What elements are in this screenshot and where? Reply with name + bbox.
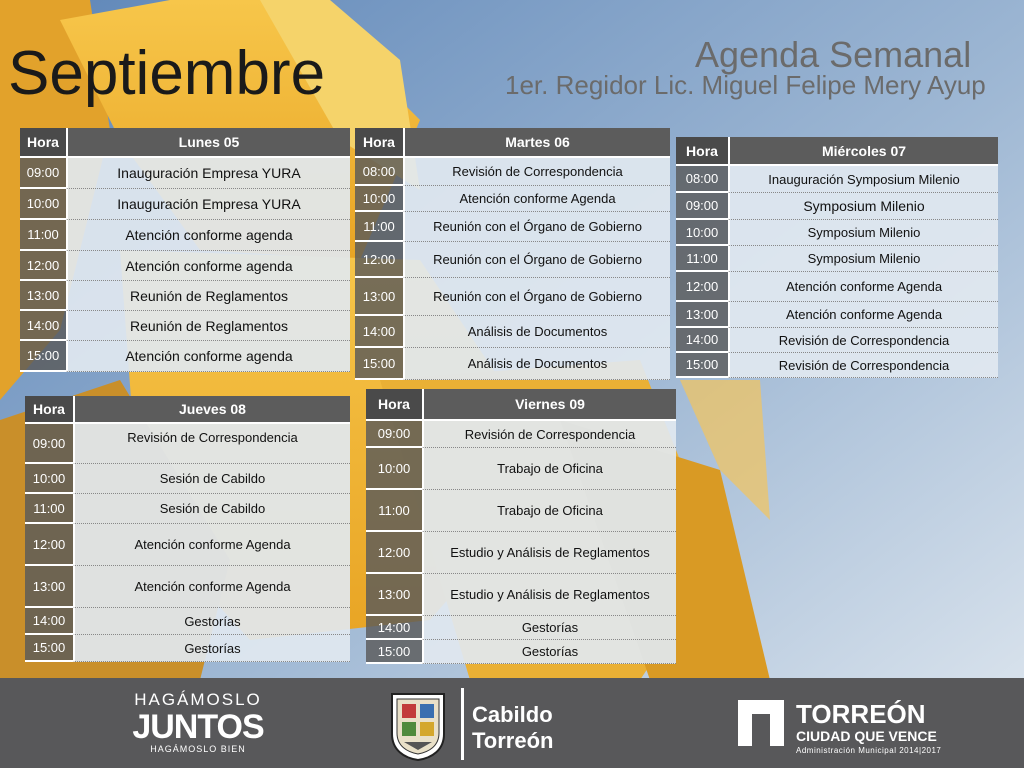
torreon-name: TORREÓN — [796, 699, 926, 729]
hagamoslo-juntos-logo — [118, 690, 278, 760]
hora-header: Hora — [20, 128, 66, 158]
time-cell: 12:00 — [355, 242, 403, 278]
time-cell: 15:00 — [676, 353, 728, 378]
time-cell: 15:00 — [366, 640, 422, 664]
activity-cell: Atención conforme Agenda — [728, 302, 998, 328]
hora-header: Hora — [355, 128, 403, 158]
municipal-seal-icon — [388, 690, 448, 762]
activity-cell: Revisión de Correspondencia — [403, 158, 670, 186]
time-cell: 09:00 — [25, 424, 73, 464]
activity-cell: Gestorías — [73, 608, 350, 635]
activity-cell: Revisión de Correspondencia — [73, 424, 350, 464]
activity-cell: Gestorías — [422, 616, 676, 640]
activity-cell: Inauguración Empresa YURA — [66, 158, 350, 189]
cabildo-torreon-logo — [472, 702, 553, 754]
time-cell: 12:00 — [25, 524, 73, 566]
time-cell: 10:00 — [20, 189, 66, 220]
activity-cell: Análisis de Documentos — [403, 316, 670, 348]
day-header: Lunes 05 — [66, 128, 350, 158]
schedule-viernes — [366, 389, 676, 664]
schedule-martes — [355, 128, 670, 380]
activity-cell: Estudio y Análisis de Reglamentos — [422, 574, 676, 616]
time-cell: 14:00 — [25, 608, 73, 635]
day-header: Jueves 08 — [73, 396, 350, 424]
time-cell: 12:00 — [366, 532, 422, 574]
cabildo-line1: Cabildo — [472, 702, 553, 727]
time-cell: 12:00 — [20, 251, 66, 281]
logo-top-text: HAGÁMOSLO — [134, 690, 262, 709]
time-cell: 11:00 — [25, 494, 73, 524]
activity-cell: Symposium Milenio — [728, 246, 998, 272]
day-header: Martes 06 — [403, 128, 670, 158]
activity-cell: Atención conforme agenda — [66, 251, 350, 281]
torreon-admin: Administración Municipal 2014|2017 — [796, 746, 942, 755]
schedule-lunes — [20, 128, 350, 372]
time-cell: 09:00 — [366, 421, 422, 448]
activity-cell: Reunión con el Órgano de Gobierno — [403, 278, 670, 316]
time-cell: 11:00 — [355, 212, 403, 242]
time-cell: 13:00 — [676, 302, 728, 328]
activity-cell: Revisión de Correspondencia — [422, 421, 676, 448]
time-cell: 14:00 — [20, 311, 66, 341]
month-title: Septiembre — [8, 39, 326, 108]
schedule-miercoles — [676, 137, 998, 378]
time-cell: 12:00 — [676, 272, 728, 302]
activity-cell: Atención conforme agenda — [66, 341, 350, 372]
torreon-logo — [796, 700, 941, 758]
time-cell: 09:00 — [676, 193, 728, 220]
activity-cell: Symposium Milenio — [728, 193, 998, 220]
time-cell: 08:00 — [676, 166, 728, 193]
time-cell: 13:00 — [366, 574, 422, 616]
activity-cell: Estudio y Análisis de Reglamentos — [422, 532, 676, 574]
regidor-subtitle: 1er. Regidor Lic. Miguel Felipe Mery Ayup — [505, 70, 986, 100]
schedule-jueves — [25, 396, 350, 662]
activity-cell: Sesión de Cabildo — [73, 494, 350, 524]
time-cell: 14:00 — [355, 316, 403, 348]
cabildo-line2: Torreón — [472, 728, 554, 753]
hora-header: Hora — [25, 396, 73, 424]
activity-cell: Revisión de Correspondencia — [728, 353, 998, 378]
time-cell: 13:00 — [25, 566, 73, 608]
activity-cell: Gestorías — [422, 640, 676, 664]
activity-cell: Revisión de Correspondencia — [728, 328, 998, 353]
time-cell: 08:00 — [355, 158, 403, 186]
activity-cell: Trabajo de Oficina — [422, 448, 676, 490]
activity-cell: Atención conforme Agenda — [73, 524, 350, 566]
day-header: Miércoles 07 — [728, 137, 998, 166]
time-cell: 10:00 — [355, 186, 403, 212]
activity-cell: Trabajo de Oficina — [422, 490, 676, 532]
day-header: Viernes 09 — [422, 389, 676, 421]
torreon-mark-icon — [738, 700, 784, 746]
time-cell: 14:00 — [676, 328, 728, 353]
torreon-slogan: CIUDAD QUE VENCE — [796, 728, 937, 744]
activity-cell: Atención conforme Agenda — [403, 186, 670, 212]
activity-cell: Atención conforme agenda — [66, 220, 350, 251]
time-cell: 14:00 — [366, 616, 422, 640]
activity-cell: Inauguración Symposium Milenio — [728, 166, 998, 193]
time-cell: 10:00 — [676, 220, 728, 246]
logo-sub-text: HAGÁMOSLO BIEN — [150, 744, 246, 754]
activity-cell: Symposium Milenio — [728, 220, 998, 246]
hora-header: Hora — [676, 137, 728, 166]
activity-cell: Reunión de Reglamentos — [66, 281, 350, 311]
activity-cell: Análisis de Documentos — [403, 348, 670, 380]
activity-cell: Reunión de Reglamentos — [66, 311, 350, 341]
time-cell: 13:00 — [355, 278, 403, 316]
activity-cell: Atención conforme Agenda — [73, 566, 350, 608]
agenda-title: Agenda Semanal — [695, 34, 972, 75]
hora-header: Hora — [366, 389, 422, 421]
footer-divider — [461, 688, 464, 760]
time-cell: 11:00 — [676, 246, 728, 272]
time-cell: 10:00 — [25, 464, 73, 494]
activity-cell: Inauguración Empresa YURA — [66, 189, 350, 220]
time-cell: 15:00 — [25, 635, 73, 662]
time-cell: 15:00 — [355, 348, 403, 380]
time-cell: 11:00 — [20, 220, 66, 251]
time-cell: 09:00 — [20, 158, 66, 189]
logo-main-text: JUNTOS — [132, 708, 264, 746]
activity-cell: Reunión con el Órgano de Gobierno — [403, 212, 670, 242]
activity-cell: Reunión con el Órgano de Gobierno — [403, 242, 670, 278]
time-cell: 11:00 — [366, 490, 422, 532]
time-cell: 10:00 — [366, 448, 422, 490]
activity-cell: Gestorías — [73, 635, 350, 662]
activity-cell: Atención conforme Agenda — [728, 272, 998, 302]
time-cell: 15:00 — [20, 341, 66, 372]
time-cell: 13:00 — [20, 281, 66, 311]
activity-cell: Sesión de Cabildo — [73, 464, 350, 494]
